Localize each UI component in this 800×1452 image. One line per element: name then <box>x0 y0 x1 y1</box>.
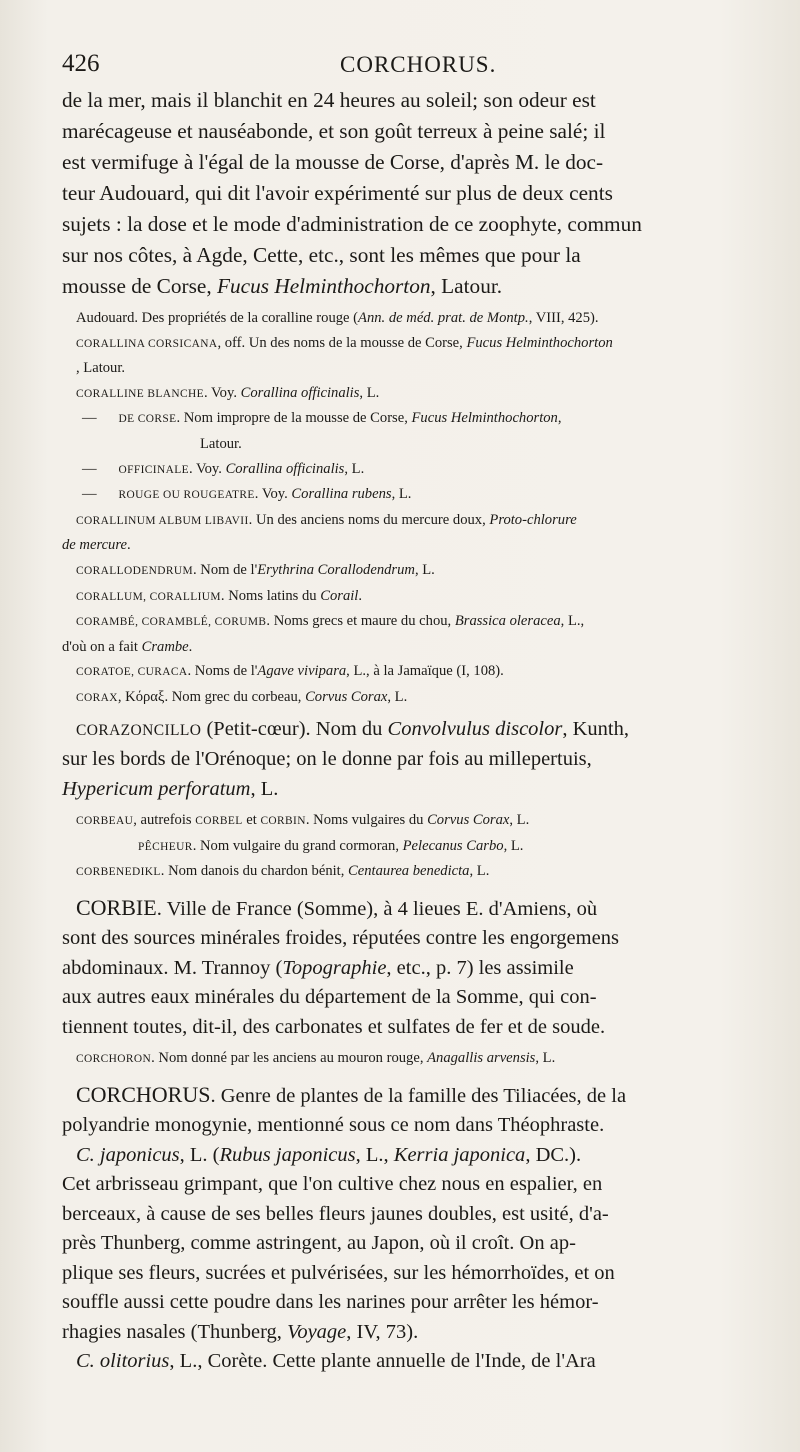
dash: — <box>82 486 97 503</box>
entry-corchoron <box>62 1046 768 1072</box>
dash: — <box>82 410 97 427</box>
text-span: (Petit-cœur). Nom du <box>201 717 388 740</box>
text-span: souffle aussi cette poudre dans les narines pour arrêter les hémor- <box>62 1291 599 1314</box>
entry-headword: CORCHORON <box>76 1053 152 1066</box>
text-span: . Nom vulgaire du grand cormoran, <box>192 837 403 854</box>
text-span: . Noms vulgaires du <box>305 812 428 828</box>
entry-corambe <box>62 609 768 635</box>
italic-term: C. olitorius <box>76 1350 170 1373</box>
text-span: , L. <box>391 486 412 503</box>
paragraph-line <box>62 271 768 302</box>
text-span: plique ses fleurs, sucrées et pulvérisées, sur les hémorrhoïdes, et on <box>62 1261 615 1284</box>
text-span: Audouard. Des propriétés de la coralline rouge ( <box>76 310 359 326</box>
text-span: , L. <box>387 688 408 705</box>
entry-continuation <box>62 1347 768 1377</box>
entry-continuation <box>62 1170 768 1200</box>
text-span: tiennent toutes, dit-il, des carbonates et sulfates de fer et de soude. <box>62 1015 606 1038</box>
text-span: , etc., p. 7) les assimile <box>386 956 574 979</box>
text-span: Latour. <box>200 435 242 452</box>
entry-headword: CORALLINE BLANCHE <box>76 387 204 400</box>
text-span: sujets : la dose et le mode d'administration de ce zoophyte, commun <box>62 212 642 236</box>
text-span: , L. <box>469 863 490 880</box>
text-span: et <box>242 812 261 828</box>
italic-term: Crambe <box>141 638 189 655</box>
text-span: . Nom donné par les anciens au mouron rouge, <box>151 1050 428 1067</box>
entry-headword: CORAMBÉ, CORAMBLÉ, CORUMB <box>76 616 267 629</box>
entry-continuation <box>62 1229 768 1259</box>
text-span: . Voy. <box>188 460 226 477</box>
text-span: , Latour. <box>76 360 126 377</box>
entry-coralline-de-corse <box>62 406 768 432</box>
text-span: , L., à la Jamaïque (I, 108). <box>346 663 504 680</box>
italic-term: Convolvulus discolor <box>387 717 563 740</box>
entry-corbie <box>62 893 768 925</box>
italic-term: Ann. de méd. prat. de Montp. <box>358 310 529 326</box>
paragraph-line <box>62 178 768 209</box>
italic-term: Fucus Helminthochorton <box>411 410 558 427</box>
entry-continuation <box>62 1141 768 1171</box>
page-header <box>62 50 740 82</box>
entry-corallina-corsicana <box>62 331 768 381</box>
entry-headword: ROUGE OU ROUGEATRE <box>118 489 255 502</box>
text-span: Cet arbrisseau grimpant, que l'on cultive chez nous en espalier, en <box>62 1173 603 1196</box>
entry-continuation <box>62 1288 768 1318</box>
text-span: aux autres eaux minérales du département de la Somme, qui con- <box>62 986 597 1009</box>
italic-term: de mercure <box>62 537 127 554</box>
entry-headword: CORAZONCILLO <box>76 721 202 739</box>
paragraph-line <box>62 85 768 116</box>
text-span: près Thunberg, comme astringent, au Japon, où il croît. On ap- <box>62 1232 576 1255</box>
entry-continuation <box>62 1111 768 1141</box>
italic-term: Corallina rubens <box>291 486 392 503</box>
italic-term: Topographie <box>282 956 387 979</box>
entry-corchorus <box>62 1080 768 1112</box>
entry-continuation <box>62 924 768 954</box>
running-head: CORCHORUS. <box>340 52 497 77</box>
italic-term: Brassica oleracea <box>454 613 561 630</box>
text-span: . <box>126 537 131 554</box>
text-span: , L. <box>414 561 435 578</box>
text-span: , L. <box>250 777 279 800</box>
italic-term: Corallina officinalis <box>225 460 345 477</box>
text-span: , VIII, 425). <box>528 310 599 326</box>
text-span: . Voy. <box>203 384 241 401</box>
italic-term: Corvus Corax <box>305 688 388 705</box>
text-span: . Noms latins du <box>220 587 321 604</box>
text-span: d'où on a fait <box>62 638 142 655</box>
text-span: , L., <box>560 613 585 630</box>
entry-corbeau <box>62 808 768 834</box>
italic-term: Corvus Corax <box>427 812 510 828</box>
text-span: , L. <box>535 1050 556 1067</box>
entry-continuation <box>62 745 768 775</box>
entry-corallum <box>62 584 768 610</box>
text-span: , L. <box>503 837 524 854</box>
text-span: , IV, 73). <box>346 1320 419 1343</box>
entry-continuation <box>62 635 768 660</box>
greek-term: , Κόραξ <box>117 688 165 705</box>
page-number: 426 <box>62 50 100 77</box>
text-span: polyandrie monogynie, mentionné sous ce nom dans Théophraste. <box>62 1114 605 1137</box>
italic-term: Corail <box>320 587 359 604</box>
entry-continuation <box>62 1318 768 1348</box>
text-span: . <box>188 638 193 655</box>
entry-continuation <box>62 954 768 984</box>
entry-headword: CORALLINUM ALBUM LIBAVII <box>76 514 249 527</box>
text-span: , L., Corète. Cette plante annuelle de l'Inde, de l'Ara <box>169 1350 596 1373</box>
text-span: abdominaux. M. Trannoy ( <box>62 956 283 979</box>
italic-term: Centaurea benedicta <box>348 863 470 880</box>
italic-term: Rubus japonicus <box>219 1143 356 1166</box>
text-span: , L. <box>344 460 365 477</box>
entry-headword: DE CORSE <box>118 413 177 426</box>
entry-continuation <box>62 1013 768 1043</box>
text-span: . Ville de France (Somme), à 4 lieues E. d'Amiens, où <box>156 897 598 920</box>
text-span: . Nom de l' <box>192 561 258 578</box>
text-span: sur les bords de l'Orénoque; on le donne par fois au millepertuis, <box>62 748 592 770</box>
dash: — <box>82 460 97 477</box>
entry-headword: CORBIN <box>260 815 306 827</box>
entry-corallinum-album <box>62 508 768 534</box>
entry-coralline-officinale <box>62 457 768 483</box>
entry-headword: CORBEL <box>195 815 243 827</box>
text-span: est vermifuge à l'égal de la mousse de Corse, d'après M. le doc- <box>62 150 604 174</box>
entry-continuation <box>62 533 768 558</box>
text-span: , off. Un des noms de la mousse de Corse, <box>217 334 467 351</box>
entry-corbenedikl <box>62 859 768 885</box>
italic-term: Pelecanus Carbo <box>402 837 504 854</box>
text-span: . <box>358 587 363 604</box>
italic-term: Agave vivipara <box>257 663 347 680</box>
paragraph-line <box>62 209 768 240</box>
text-span: marécageuse et nauséabonde, et son goût terreux à peine salé; il <box>62 119 606 143</box>
italic-term: Proto-chlorure <box>489 511 577 528</box>
entry-continuation <box>62 775 768 805</box>
entry-headword: CORATOE, CURACA <box>76 666 188 679</box>
entry-corazoncillo <box>62 715 768 746</box>
text-span: . Noms grecs et maure du chou, <box>266 613 455 630</box>
text-span: . Noms de l' <box>187 663 258 680</box>
italic-term: Voyage <box>287 1320 347 1343</box>
text-span: , L. ( <box>179 1143 220 1166</box>
entry-headword: CORAX <box>76 691 118 704</box>
entry-coralline-rouge <box>62 482 768 508</box>
entry-continuation <box>62 1259 768 1289</box>
entry-continuation <box>62 432 768 457</box>
italic-term: Kerria japonica <box>393 1143 526 1166</box>
text-span: . Genre de plantes de la famille des Tiliacées, de la <box>210 1084 627 1107</box>
entry-headword: CORBEAU <box>76 815 134 827</box>
entry-headword: CORALLUM, CORALLIUM <box>76 590 221 603</box>
italic-term: Fucus Helminthochorton <box>466 334 613 351</box>
text-span: teur Audouard, qui dit l'avoir expérimenté sur plus de deux cents <box>62 181 613 205</box>
italic-term: C. japonicus <box>76 1143 180 1166</box>
text-span: rhagies nasales (Thunberg, <box>62 1320 288 1343</box>
italic-term: Hypericum perforatum <box>62 777 251 800</box>
italic-term: Erythrina Corallodendrum <box>257 561 415 578</box>
text-span: , Kunth, <box>562 717 629 740</box>
text-span: sur nos côtes, à Agde, Cette, etc., sont les mêmes que pour la <box>62 243 581 267</box>
paragraph-line <box>62 116 768 147</box>
paragraph-line <box>62 240 768 271</box>
entry-coralline-blanche <box>62 381 768 407</box>
entry-continuation <box>62 983 768 1013</box>
entry-continuation <box>62 1200 768 1230</box>
text-span: mousse de Corse, <box>62 274 217 298</box>
text-span: , autrefois <box>133 812 196 828</box>
entry-headword: CORALLINA CORSICANA <box>76 337 218 350</box>
text-span: , L., <box>355 1143 394 1166</box>
text-span: . Nom impropre de la mousse de Corse, <box>176 410 412 427</box>
text-span: , L. <box>359 384 380 401</box>
entry-headword: CORBENEDIKL <box>76 866 161 879</box>
text-span: , Latour. <box>430 274 503 298</box>
text-span: . Nom danois du chardon bénit, <box>160 863 349 880</box>
entry-coratoe <box>62 659 768 685</box>
text-span: , DC.). <box>525 1143 582 1166</box>
entry-headword: OFFICINALE <box>118 463 189 476</box>
entry-headword: CORALLODENDRUM <box>76 564 193 577</box>
entry-corallodendrum <box>62 558 768 584</box>
entry-headword: CORCHORUS <box>76 1081 211 1107</box>
entry-corbeau-pecheur <box>62 834 768 860</box>
italic-term: Fucus Helminthochorton <box>216 274 431 298</box>
entry-audouard <box>62 306 768 331</box>
italic-term: Corallina officinalis <box>240 384 360 401</box>
text-span: . Un des anciens noms du mercure doux, <box>248 511 490 528</box>
body-text <box>62 85 768 1377</box>
text-span: . Nom grec du corbeau, <box>164 688 306 705</box>
entry-headword: CORBIE <box>76 894 157 920</box>
text-span: . Voy. <box>254 486 292 503</box>
text-span: berceaux, à cause de ses belles fleurs jaunes doubles, est usité, d'a- <box>62 1202 609 1225</box>
text-span: de la mer, mais il blanchit en 24 heures au soleil; son odeur est <box>62 88 596 112</box>
italic-term: Anagallis arvensis <box>427 1050 536 1067</box>
text-span: , <box>557 410 562 427</box>
text-span: sont des sources minérales froides, réputées contre les engorgemens <box>62 927 619 950</box>
entry-headword: PÊCHEUR <box>138 840 193 853</box>
text-span: , L. <box>509 812 530 828</box>
entry-corax <box>62 685 768 711</box>
paragraph-line <box>62 147 768 178</box>
